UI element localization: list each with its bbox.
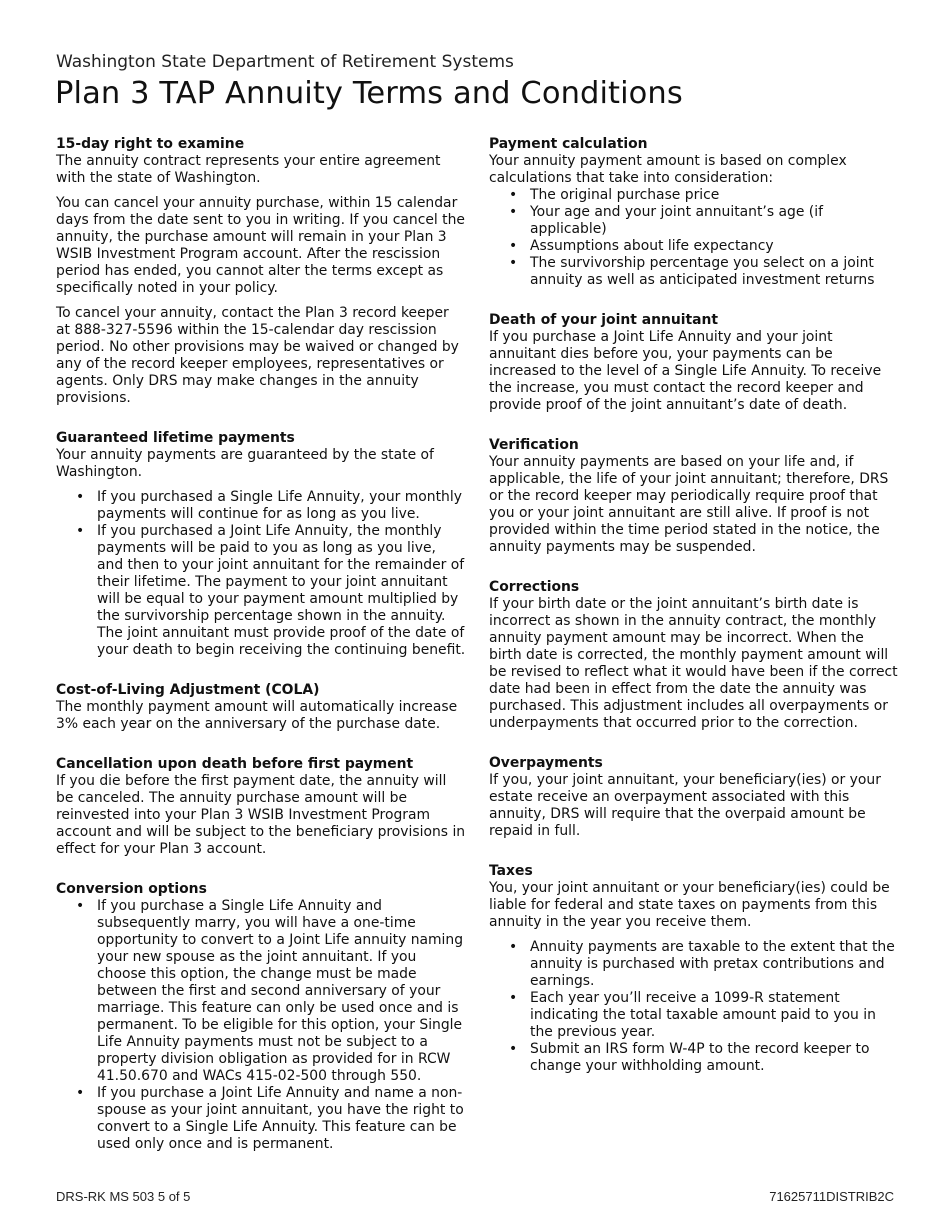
bullet-icon: • xyxy=(509,238,518,254)
bullet-icon: • xyxy=(76,1085,85,1101)
list-item: • If you purchased a Single Life Annuity, your monthly payments will continue for as long as you live. xyxy=(76,489,462,522)
section-heading: Overpayments xyxy=(489,755,603,771)
paragraph: If you die before the first payment date, the annuity will be canceled. The annuity purchase amount will be reinvested into your Plan 3 WSIB Investment Program account and will be subject to the beneficiary provisions in effect for your Plan 3 account. xyxy=(56,773,466,857)
list-item: • The original purchase price xyxy=(509,187,720,203)
section-heading: Payment calculation xyxy=(489,136,648,152)
list-item: • If you purchased a Joint Life Annuity, the monthly payments will be paid to you as long as you live, and then to your joint annuitant for the remainder of their lifetime. The payment to your joint annuitant will be equal to your payment amount multiplied by the survivorship percentage shown in the annuity. The joint annuitant must provide proof of the date of your death to begin receiving the continuing benefit. xyxy=(76,523,466,658)
list-item: • Annuity payments are taxable to the extent that the annuity is purchased with pretax contributions and earnings. xyxy=(509,939,895,989)
bullet-icon: • xyxy=(76,489,85,505)
list-item: • If you purchase a Single Life Annuity and subsequently marry, you will have a one-time opportunity to convert to a Joint Life annuity naming your new spouse as the joint annuitant. If you choose this option, the change must be made between the first and second anniversary of your marriage. This feature can only be used once and is permanent. To be eligible for this option, your Single Life Annuity payments must not be subject to a property division obligation as provided for in RCW 41.50.670 and WACs 415-02-500 through 550. xyxy=(76,898,464,1084)
paragraph: If you purchase a Joint Life Annuity and your joint annuitant dies before you, your payments can be increased to the level of a Single Life Annuity. To receive the increase, you must contact the record keeper and provide proof of the joint annuitant’s date of death. xyxy=(489,329,882,413)
list-item: • If you purchase a Joint Life Annuity and name a non-spouse as your joint annuitant, you have the right to convert to a Single Life Annuity. This feature can be used only once and is permanent. xyxy=(76,1085,464,1152)
paragraph: If your birth date or the joint annuitant’s birth date is incorrect as shown in the annuity contract, the monthly annuity payment amount may be incorrect. When the birth date is corrected, the monthly payment amount will be revised to reflect what it would have been if the correct date had been in effect from the date the annuity was purchased. This adjustment includes all overpayments or underpayments that occurred prior to the correction. xyxy=(489,596,898,731)
list-item: • Submit an IRS form W-4P to the record keeper to change your withholding amount. xyxy=(509,1041,870,1074)
section-taxes xyxy=(489,863,899,1075)
paragraph: Your annuity payments are based on your life and, if applicable, the life of your joint annuitant; therefore, DRS or the record keeper may periodically require proof that you or your joint annuitant are still alive. If proof is not provided within the time period stated in the notice, the annuity payments may be suspended. xyxy=(489,454,889,555)
bullet-icon: • xyxy=(509,204,518,220)
paragraph: Your annuity payments are guaranteed by the state of Washington. xyxy=(56,447,434,480)
section-cola xyxy=(56,682,466,733)
bullet-icon: • xyxy=(76,898,85,914)
left-column xyxy=(56,136,466,1153)
list-item: • The survivorship percentage you select on a joint annuity as well as anticipated investment returns xyxy=(509,255,875,288)
form-id: DRS-RK MS 503 5 of 5 xyxy=(56,1189,191,1204)
section-verification xyxy=(489,437,899,556)
section-corrections xyxy=(489,579,899,732)
section-conversion-options xyxy=(56,881,466,1153)
section-overpayments xyxy=(489,755,899,840)
section-heading: Guaranteed lifetime payments xyxy=(56,430,295,446)
list-item: • Assumptions about life expectancy xyxy=(509,238,774,254)
paragraph: If you, your joint annuitant, your beneficiary(ies) or your estate receive an overpayment associated with this annuity, DRS will require that the overpaid amount be repaid in full. xyxy=(489,772,881,839)
bullet-icon: • xyxy=(509,990,518,1006)
section-heading: Cost-of-Living Adjustment (COLA) xyxy=(56,682,320,698)
section-heading: Taxes xyxy=(489,863,533,879)
bullet-icon: • xyxy=(509,187,518,203)
bullet-list xyxy=(56,898,466,1153)
section-heading: Death of your joint annuitant xyxy=(489,312,719,328)
section-death-of-joint-annuitant xyxy=(489,312,899,414)
bullet-list xyxy=(489,187,899,289)
paragraph: To cancel your annuity, contact the Plan 3 record keeper at 888-327-5596 within the 15-calendar day rescission period. No other provisions may be waived or changed by any of the record keeper employees, representatives or agents. Only DRS may make changes in the annuity provisions. xyxy=(56,305,459,406)
paragraph: The monthly payment amount will automatically increase 3% each year on the anniversary of the purchase date. xyxy=(56,699,458,732)
paragraph: Your annuity payment amount is based on complex calculations that take into consideration: xyxy=(489,153,847,186)
bullet-icon: • xyxy=(76,523,85,539)
bullet-list xyxy=(56,489,466,659)
section-cancellation xyxy=(56,756,466,858)
section-heading: Conversion options xyxy=(56,881,207,897)
distribution-code: 71625711DISTRIB2C xyxy=(769,1189,894,1204)
paragraph: You can cancel your annuity purchase, within 15 calendar days from the date sent to you in writing. If you cancel the annuity, the purchase amount will remain in your Plan 3 WSIB Investment Program account. After the rescission period has ended, you cannot alter the terms except as specifically noted in your policy. xyxy=(56,195,465,296)
section-heading: Cancellation upon death before first payment xyxy=(56,756,414,772)
paragraph: You, your joint annuitant or your beneficiary(ies) could be liable for federal and state taxes on payments from this annuity in the year you receive them. xyxy=(489,880,890,930)
bullet-icon: • xyxy=(509,255,518,271)
agency-name: Washington State Department of Retirement Systems xyxy=(56,52,514,72)
section-payment-calculation xyxy=(489,136,899,289)
page-title: Plan 3 TAP Annuity Terms and Conditions xyxy=(55,76,683,111)
section-right-to-examine xyxy=(56,136,466,407)
bullet-icon: • xyxy=(509,939,518,955)
bullet-icon: • xyxy=(509,1041,518,1057)
list-item: • Each year you’ll receive a 1099-R statement indicating the total taxable amount paid to you in the previous year. xyxy=(509,990,876,1040)
list-item: • Your age and your joint annuitant’s age (if applicable) xyxy=(509,204,823,237)
section-guaranteed-lifetime-payments xyxy=(56,430,466,659)
section-heading: Corrections xyxy=(489,579,580,595)
paragraph: The annuity contract represents your entire agreement with the state of Washington. xyxy=(56,153,441,186)
bullet-list xyxy=(489,939,899,1075)
section-heading: Verification xyxy=(489,437,579,453)
right-column xyxy=(489,136,899,1075)
section-heading: 15-day right to examine xyxy=(56,136,245,152)
